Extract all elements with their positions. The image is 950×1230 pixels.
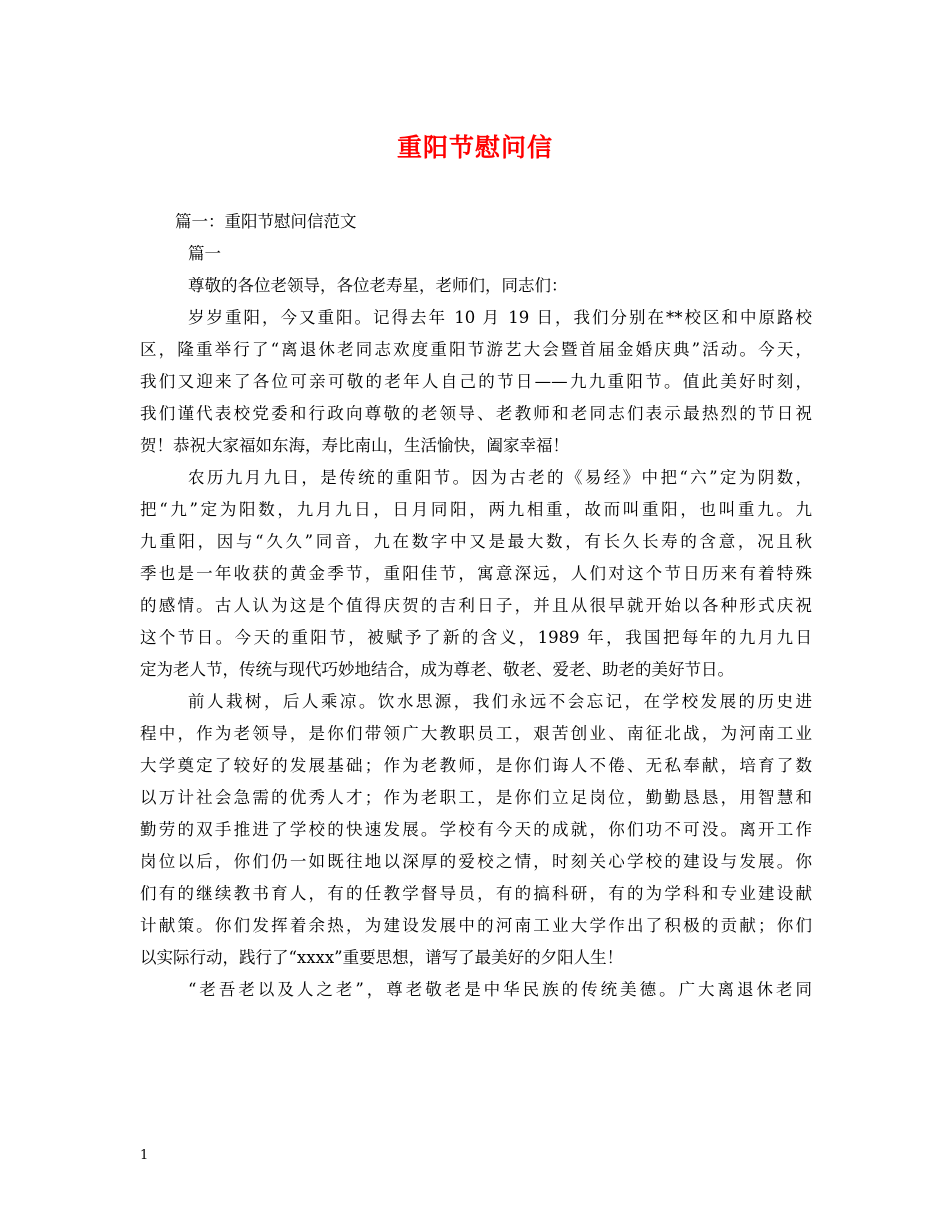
text-line: 勤劳的双手推进了学校的快速发展。学校有今天的成就，你们功不可没。离开工作 — [140, 820, 812, 839]
text-line: 区，隆重举行了“离退休老同志欢度重阳节游艺大会暨首届金婚庆典”活动。今天， — [140, 340, 812, 359]
text-line: 岗位以后，你们仍一如既往地以深厚的爱校之情，时刻关心学校的建设与发展。你 — [140, 852, 812, 871]
text-line: “老吾老以及人之老”，尊老敬老是中华民族的传统美德。广大离退休老同 — [188, 980, 812, 999]
page-number: 1 — [140, 1148, 149, 1163]
text-line: 我们谨代表校党委和行政向尊敬的老领导、老教师和老同志们表示最热烈的节日祝 — [140, 404, 812, 423]
text-line: 岁岁重阳，今又重阳。记得去年 10 月 19 日，我们分别在**校区和中原路校 — [188, 308, 812, 327]
section-heading: 篇一：重阳节慰问信范文 — [175, 212, 357, 231]
text-line: 季也是一年收获的黄金季节，重阳佳节，寓意深远，人们对这个节日历来有着特殊 — [140, 564, 812, 583]
document-title: 重阳节慰问信 — [396, 133, 553, 162]
text-line: 以万计社会急需的优秀人才；作为老职工，是你们立足岗位，勤勤恳恳，用智慧和 — [140, 788, 812, 807]
text-line: 把“九”定为阳数，九月九日，日月同阳，两九相重，故而叫重阳，也叫重九。九 — [140, 500, 812, 519]
text-line: 程中，作为老领导，是你们带领广大教职员工，艰苦创业、南征北战，为河南工业 — [140, 724, 812, 743]
text-line: 前人栽树，后人乘凉。饮水思源，我们永远不会忘记，在学校发展的历史进 — [188, 692, 812, 711]
text-line: 农历九月九日，是传统的重阳节。因为古老的《易经》中把“六”定为阴数， — [188, 468, 812, 487]
text-line: 我们又迎来了各位可亲可敬的老年人自己的节日——九九重阳节。值此美好时刻， — [140, 372, 812, 391]
text-line: 定为老人节，传统与现代巧妙地结合，成为尊老、敬老、爱老、助老的美好节日。 — [140, 660, 734, 679]
text-line: 这个节日。今天的重阳节，被赋予了新的含义，1989 年，我国把每年的九月九日 — [140, 628, 812, 647]
text-line: 们有的继续教书育人，有的任教学督导员，有的搞科研，有的为学科和专业建设献 — [140, 884, 812, 903]
body-lines — [140, 302, 812, 1006]
text-line: 贺！恭祝大家福如东海，寿比南山，生活愉快，阖家幸福！ — [140, 436, 569, 455]
text-line: 九重阳，因与“久久”同音，九在数字中又是最大数，有长久长寿的含意，况且秋 — [140, 532, 812, 551]
sub-heading: 篇一 — [188, 244, 221, 263]
text-line: 计献策。你们发挥着余热，为建设发展中的河南工业大学作出了积极的贡献；你们 — [140, 916, 812, 935]
document-body — [140, 206, 812, 1006]
text-line: 的感情。古人认为这是个值得庆贺的吉利日子，并且从很早就开始以各种形式庆祝 — [140, 596, 812, 615]
salutation: 尊敬的各位老领导，各位老寿星，老师们，同志们： — [188, 276, 568, 295]
text-line: 以实际行动，践行了“xxxx”重要思想，谱写了最美好的夕阳人生！ — [140, 948, 624, 967]
text-line: 大学奠定了较好的发展基础；作为老教师，是你们诲人不倦、无私奉献，培育了数 — [140, 756, 812, 775]
